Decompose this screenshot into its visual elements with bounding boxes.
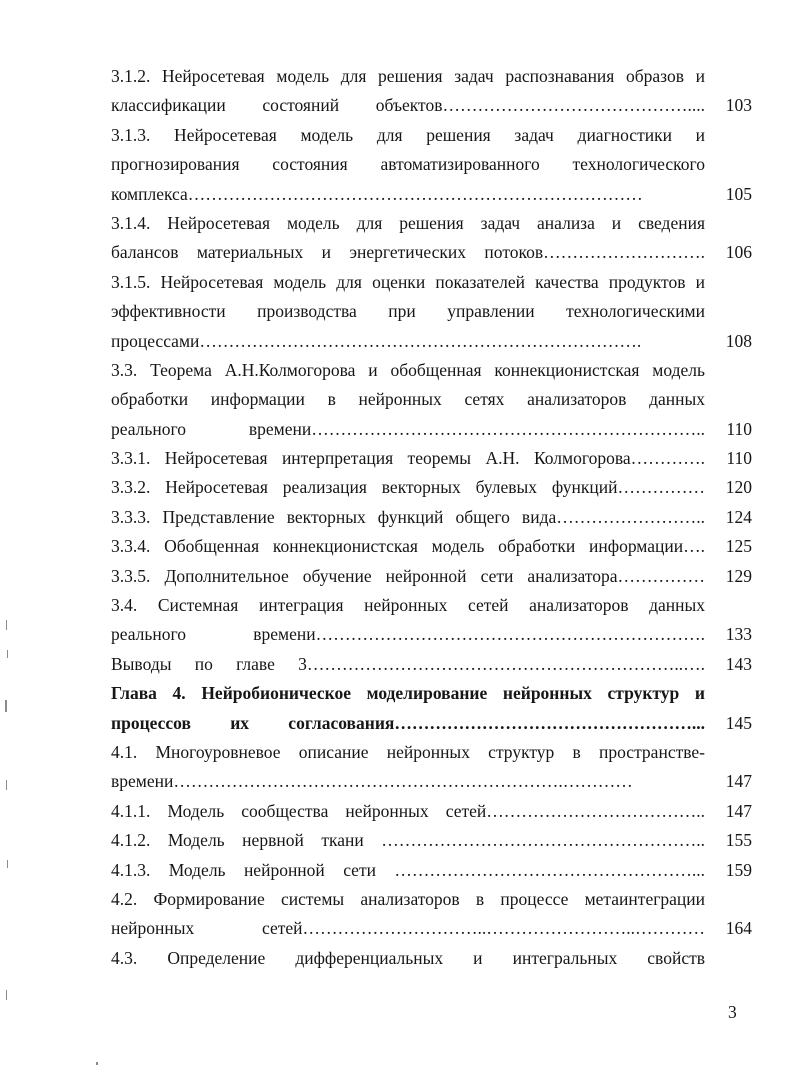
scan-artifact [6, 990, 7, 1000]
toc-line: 3.3.3. Представление векторных функций общего вида…………………….. [111, 506, 705, 527]
toc-entry [111, 209, 752, 268]
toc-line: балансов материальных и энергетических потоков………………………. [111, 242, 705, 263]
toc-line: 4.1. Многоуровневое описание нейронных структур в пространстве- [111, 741, 705, 762]
toc-entry [111, 121, 752, 209]
toc-line: процессов их согласования……………………………………………... [111, 712, 705, 733]
scan-artifact [6, 780, 7, 790]
toc-line: обработки информации в нейронных сетях анализаторов данных [111, 389, 705, 410]
toc-line: классификации состояний объектов…………………………………….... [111, 95, 705, 116]
scan-artifact [7, 860, 8, 868]
toc-line: 3.1.2. Нейросетевая модель для решения задач распознавания образов и [111, 66, 705, 86]
toc-page-number: 143 [725, 653, 752, 674]
toc-page-number: 106 [725, 242, 752, 263]
toc-entry [111, 473, 752, 502]
toc-line: 4.1.3. Модель нейронной сети ……………………………………………... [111, 859, 705, 880]
table-of-contents [111, 62, 752, 973]
toc-line: 3.1.3. Нейросетевая модель для решения задач диагностики и [111, 124, 705, 145]
toc-page-number: 164 [725, 918, 752, 939]
toc-page-number: 120 [725, 477, 752, 498]
toc-entry [111, 356, 752, 444]
scan-artifact [7, 650, 8, 658]
toc-entry [111, 503, 752, 532]
toc-line: Глава 4. Нейробионическое моделирование нейронных структур и [111, 683, 705, 704]
toc-page-number: 155 [725, 830, 752, 851]
toc-line: прогнозирования состояния автоматизированного технологического [111, 154, 705, 175]
toc-line: 3.3.2. Нейросетевая реализация векторных булевых функций…………… [111, 477, 705, 498]
toc-entry [111, 826, 752, 855]
toc-page-number: 110 [726, 418, 752, 439]
toc-entry [111, 797, 752, 826]
toc-entry [111, 885, 752, 944]
toc-line: 3.3.1. Нейросетевая интерпретация теоремы А.Н. Колмогорова…………. [111, 448, 705, 469]
toc-line: 4.1.1. Модель сообщества нейронных сетей……………………………….. [111, 800, 705, 821]
toc-line: 4.3. Определение дифференциальных и интегральных свойств [111, 947, 705, 968]
toc-page-number: 105 [725, 183, 752, 204]
toc-entry [111, 532, 752, 561]
toc-page-number: 159 [725, 859, 752, 880]
toc-line: комплекса…………………………………………………………………… [111, 183, 643, 204]
scan-artifact [5, 700, 7, 712]
toc-line: процессами…………………………………………………………………. [111, 330, 642, 351]
toc-line: 3.1.5. Нейросетевая модель для оценки показателей качества продуктов и [111, 271, 705, 292]
toc-line: эффективности производства при управлении технологическими [111, 301, 705, 322]
toc-line: 3.3.5. Дополнительное обучение нейронной сети анализатора…………… [111, 565, 705, 586]
toc-entry [111, 650, 752, 679]
toc-page-number: 129 [725, 565, 752, 586]
toc-line: реального времени…………………………………………………………. [111, 624, 705, 645]
toc-page-number: 147 [725, 800, 752, 821]
toc-page-number: 108 [725, 330, 752, 351]
page-number: 3 [728, 1002, 737, 1022]
toc-entry [111, 562, 752, 591]
toc-page-number: 133 [725, 624, 752, 645]
toc-entry [111, 444, 752, 473]
toc-entry [111, 738, 752, 797]
toc-page-number: 110 [726, 448, 752, 469]
toc-line: 4.1.2. Модель нервной ткани ……………………………………………….. [111, 830, 705, 851]
scan-artifact [6, 620, 7, 630]
toc-line: 4.2. Формирование системы анализаторов в процессе метаинтеграции [111, 888, 705, 909]
toc-entry [111, 268, 752, 356]
toc-entry [111, 856, 752, 885]
toc-line: Выводы по главе 3………………………………………………………..…. [111, 653, 705, 674]
toc-line: 3.3. Теорема А.Н.Колмогорова и обобщенная коннекционистская модель [111, 359, 705, 380]
toc-page-number: 147 [725, 771, 752, 792]
toc-page-number: 124 [725, 506, 752, 527]
toc-entry [111, 591, 752, 650]
toc-line: времени………………………………………………………….………… [111, 771, 633, 792]
toc-line: нейронных сетей…………………………..……………………..………… [111, 918, 705, 939]
toc-line: 3.3.4. Обобщенная коннекционистская модель обработки информации…. [111, 536, 705, 557]
toc-entry [111, 679, 752, 738]
toc-line: 3.1.4. Нейросетевая модель для решения задач анализа и сведения [111, 212, 705, 233]
toc-page-number: 103 [725, 95, 752, 116]
toc-entry [111, 944, 752, 973]
toc-page-number: 125 [725, 536, 752, 557]
toc-page-number: 145 [725, 712, 752, 733]
toc-entry [111, 62, 752, 121]
scan-artifact [96, 1062, 98, 1065]
toc-line: реального времени………………………………………………………….. [111, 418, 705, 439]
toc-line: 3.4. Системная интеграция нейронных сетей анализаторов данных [111, 595, 705, 616]
